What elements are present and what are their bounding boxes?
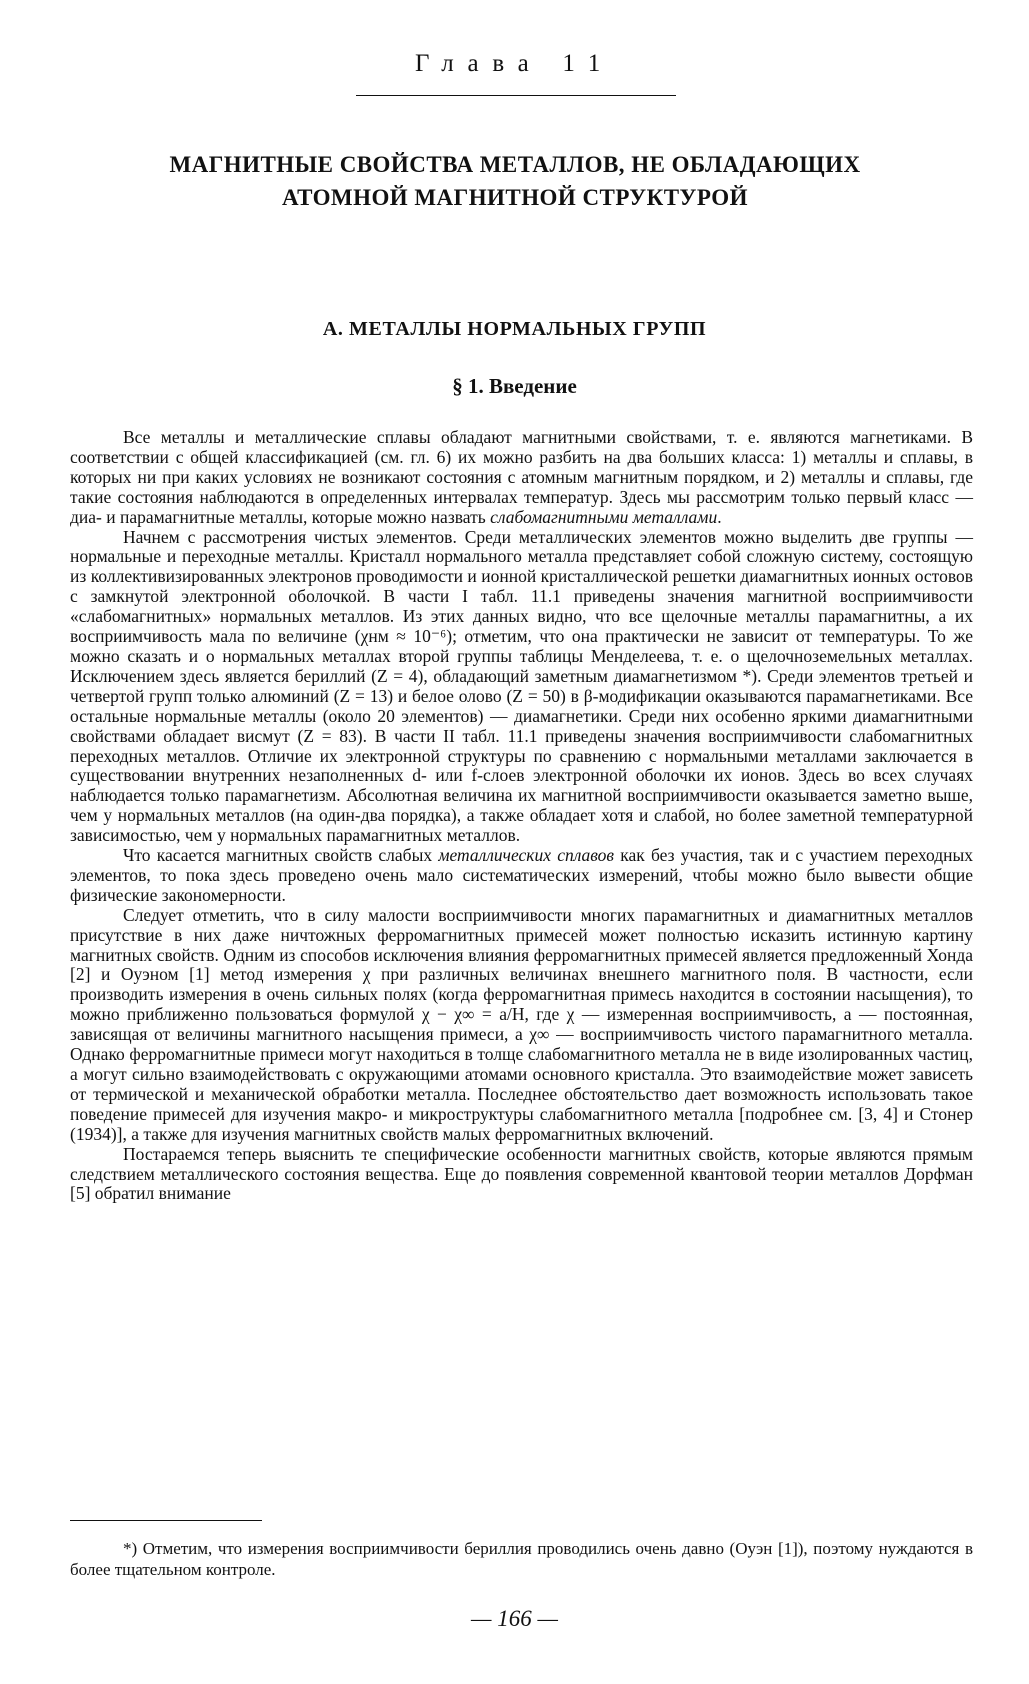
paragraph-text: Все металлы и металлические сплавы обладают магнитными свойствами, т. е. являются магнетиками. В соответствии с общей классификацией (см. гл. 6) их можно разбить на два больших класса: 1) металлы и сплавы, в которых ни при каких условиях не возникают состояния с атомным магнитным порядком, и 2) металлы и сплавы, где такие состояния наблюдаются в определенных интервалах температур. Здесь мы рассмотрим только первый класс — диа- и парамагнитные металлы, которые можно назвать <box>70 427 973 527</box>
chapter-title-line-2: АТОМНОЙ МАГНИТНОЙ СТРУКТУРОЙ <box>282 185 748 210</box>
paragraph-5 <box>70 1145 973 1205</box>
paragraph-text: Следует отметить, что в силу малости восприимчивости многих парамагнитных и диамагнитных металлов присутствие в них даже ничтожных ферромагнитных примесей может полностью исказить истинную картину магнитных свойств. Одним из способов исключения влияния ферромагнитных примесей является предложенный Хонда [2] и Оуэном [1] метод измерения χ при различных величинах внешнего магнитного поля. В частности, если производить измерения в очень сильных полях (когда ферромагнитная примесь находится в состоянии насыщения), то можно приближенно пользоваться формулой χ − χ∞ = a/H, где χ — измеренная восприимчивость, a — постоянная, зависящая от величины магнитного насыщения примеси, а χ∞ — восприимчивость чистого парамагнитного металла. Однако ферромагнитные примеси могут находиться в толще слабомагнитного металла не в виде изолированных частиц, а могут сильно взаимодействовать с окружающими атомами основного кристалла. Это взаимодействие может зависеть от термической и механической обработки металла. Последнее обстоятельство дает возможность использовать такое поведение примесей для изучения макро- и микроструктуры слабомагнитного металла [подробнее см. [3, 4] и Стонер (1934)], а также для изучения магнитных свойств малых ферромагнитных включений. <box>70 904 973 1144</box>
footnote-text: *) Отметим, что измерения восприимчивости бериллия проводились очень давно (Оуэн [1]), поэтому нуждаются в более тщательном контроле. <box>70 1539 973 1579</box>
paragraph-1 <box>70 428 973 528</box>
paragraph-emphasis: слабомагнитными металлами <box>490 506 718 527</box>
paragraph-tail: как без участия, так и с участием переходных элементов, то пока здесь проведено очень мало систематических измерений, чтобы можно было вывести общие физические закономерности. <box>70 845 974 905</box>
body-text <box>70 428 973 1204</box>
paragraph-3 <box>70 846 973 906</box>
paragraph-text: Начнем с рассмотрения чистых элементов. Среди металлических элементов можно выделить две группы — нормальные и переходные металлы. Кристалл нормального металла представляет собой сложную систему, состоящую из коллективизированных электронов проводимости и ионной кристаллической решетки диамагнитных ионных остовов с замкнутой электронной оболочкой. В части I табл. 11.1 приведены значения магнитной восприимчивости «слабомагнитных» нормальных металлов. Из этих данных видно, что все щелочные металлы парамагнитны, а их восприимчивость мала по величине (χнм ≈ 10⁻⁶); отметим, что она практически не зависит от температуры. То же можно сказать и о нормальных металлах второй группы таблицы Менделеева, т. е. о щелочноземельных металлах. Исключением здесь является бериллий (Z = 4), обладающий заметным диамагнетизмом *). Среди элементов третьей и четвертой групп только алюминий (Z = 13) и белое олово (Z = 50) в β-модификации оказываются парамагнетиками. Все остальные нормальные металлы (около 20 элементов) — диамагнетики. Среди них особенно яркими диамагнитными свойствами обладает висмут (Z = 83). В части II табл. 11.1 приведены значения восприимчивости слабомагнитных переходных металлов. Отличие их электронной структуры по сравнению с нормальными металлами заключается в существовании внутренних незаполненных d- или f-слоев электронной оболочки их ионов. Здесь во всех случаях наблюдается только парамагнетизм. Абсолютная величина их магнитной восприимчивости оказывается заметно выше, чем у нормальных металлов (на один-два порядка), а также обладает хотя и слабой, но более заметной температурной зависимостью, чем у нормальных парамагнитных металлов. <box>70 526 973 846</box>
chapter-title <box>90 148 940 214</box>
footnote <box>70 1538 973 1580</box>
paragraph-emphasis: металлических сплавов <box>438 845 615 866</box>
paragraph-2 <box>70 528 973 847</box>
paragraph-tail: . <box>717 506 722 527</box>
footnote-divider <box>70 1520 262 1521</box>
chapter-divider <box>356 95 676 96</box>
chapter-title-line-1: МАГНИТНЫЕ СВОЙСТВА МЕТАЛЛОВ, НЕ ОБЛАДАЮЩИХ <box>169 152 861 177</box>
subsection-heading: § 1. Введение <box>452 374 577 398</box>
paragraph-4 <box>70 906 973 1145</box>
paragraph-text: Что касается магнитных свойств слабых <box>123 845 439 866</box>
page-number: — 166 — <box>471 1606 558 1631</box>
paragraph-text: Постараемся теперь выяснить те специфические особенности магнитных свойств, которые являются прямым следствием металлического состояния вещества. Еще до появления современной квантовой теории металлов Дорфман [5] обратил внимание <box>70 1143 973 1204</box>
section-heading: А. МЕТАЛЛЫ НОРМАЛЬНЫХ ГРУПП <box>322 318 707 340</box>
chapter-label: Глава 11 <box>414 50 615 77</box>
